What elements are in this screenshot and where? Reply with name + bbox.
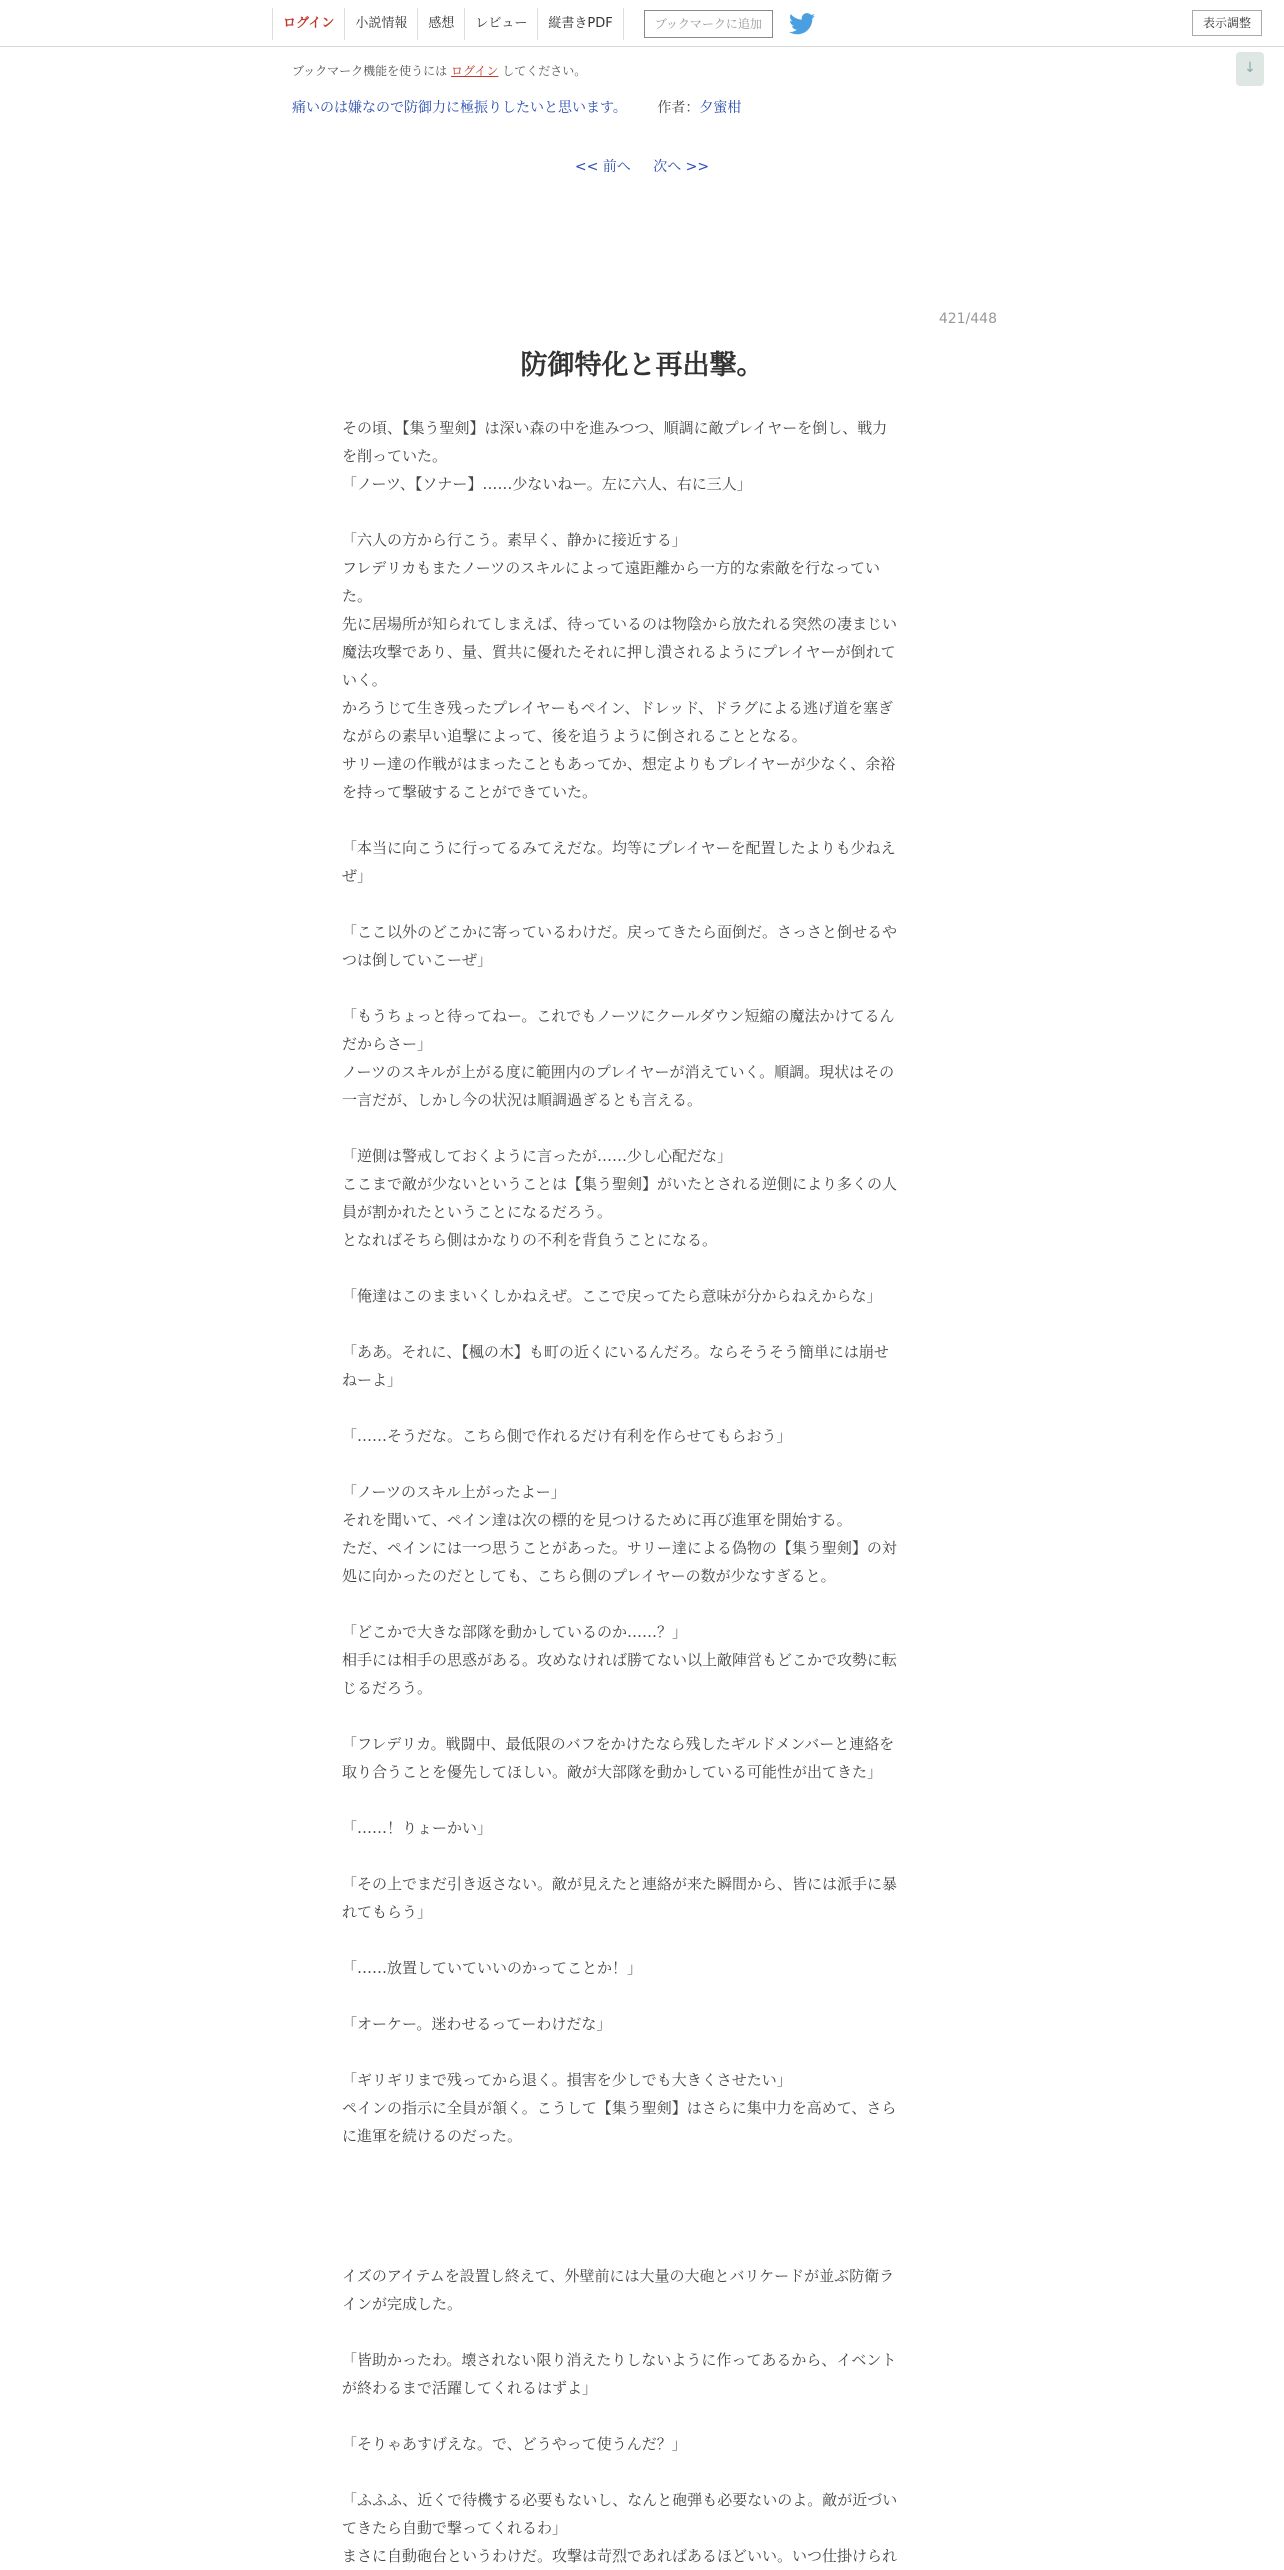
text-line: 取り合うことを優先してほしい。敵が大部隊を動かしている可能性が出てきた」 — [342, 1763, 883, 1781]
text-line: サリー達の作戦がはまったこともあってか、想定よりもプレイヤーが少なく、余裕 — [342, 755, 896, 773]
text-line: 「ふふふ、近くで待機する必要もないし、なんと砲弾も必要ないのよ。敵が近づい — [342, 2491, 898, 2509]
novel-title-link[interactable]: 痛いのは嫌なので防御力に極振りしたいと思います。 — [292, 100, 627, 116]
prev-chapter-link[interactable]: << 前へ — [574, 159, 631, 175]
next-chapter-link[interactable]: 次へ >> — [653, 159, 710, 175]
text-line: を削っていた。 — [342, 447, 448, 465]
text-line: 「フレデリカ。戦闘中、最低限のバフをかけたなら残したギルドメンバーと連絡を — [342, 1735, 895, 1753]
text-line: インが完成した。 — [342, 2295, 463, 2313]
blank-line — [342, 1450, 942, 1478]
chapter-counter: 421/448 — [938, 311, 997, 327]
blank-line — [342, 1590, 942, 1618]
nav-novel-info[interactable]: 小説情報 — [344, 8, 417, 40]
blank-line — [342, 1254, 942, 1282]
bookmark-note-suffix: してください。 — [502, 64, 587, 78]
text-line: ノーツのスキルが上がる度に範囲内のプレイヤーが消えていく。順調。現状はその — [342, 1063, 895, 1081]
text-line: 「ノーツのスキル上がったよー」 — [342, 1483, 566, 1501]
author-link[interactable]: 夕蜜柑 — [699, 100, 742, 116]
text-line: 「ああ。それに、【楓の木】も町の近くにいるんだろ。ならそうそう簡単には崩せ — [342, 1343, 889, 1361]
text-line: 「六人の方から行こう。素早く、静かに接近する」 — [342, 531, 687, 549]
blank-line — [342, 1842, 942, 1870]
text-line: た。 — [342, 587, 373, 605]
blank-line — [342, 1310, 942, 1338]
text-line: を持って撃破することができていた。 — [342, 783, 598, 801]
chapter-title: 防御特化と再出撃。 — [520, 350, 764, 381]
text-line: 「本当に向こうに行ってるみてえだな。均等にプレイヤーを配置したよりも少ねえ — [342, 839, 896, 857]
blank-line — [342, 974, 942, 1002]
blank-line — [342, 2234, 942, 2262]
text-line: かろうじて生き残ったプレイヤーもペイン、ドレッド、ドラグによる逃げ道を塞ぎ — [342, 699, 893, 717]
nav-login[interactable]: ログイン — [272, 8, 344, 40]
twitter-icon[interactable] — [789, 13, 815, 35]
text-line: 一言だが、しかし今の状況は順調過ぎるとも言える。 — [342, 1091, 703, 1109]
text-line: 「……！りょーかい」 — [342, 1819, 493, 1837]
text-line: ぜ」 — [342, 867, 373, 885]
text-line: 相手には相手の思惑がある。攻めなければ勝てない以上敵陣営もどこかで攻勢に転 — [342, 1651, 898, 1669]
blank-line — [342, 2458, 942, 2486]
blank-line — [342, 806, 942, 834]
bookmark-note-prefix: ブックマーク機能を使うには — [292, 64, 448, 78]
text-line: つは倒していこーぜ」 — [342, 951, 493, 969]
text-line: 「皆助かったわ。壊されない限り消えたりしないように作ってあるから、イベント — [342, 2351, 897, 2369]
nav-impressions[interactable]: 感想 — [417, 8, 464, 40]
top-nav-bar — [0, 0, 1284, 47]
text-line: 「その上でまだ引き返さない。敵が見えたと連絡が来た瞬間から、皆には派手に暴 — [342, 1875, 898, 1893]
bookmark-login-link[interactable]: ログイン — [451, 64, 499, 78]
nav-vertical-pdf[interactable]: 縦書きPDF — [537, 8, 623, 40]
nav-menu — [272, 8, 815, 40]
text-line: ながらの素早い追撃によって、後を追うように倒されることとなる。 — [342, 727, 807, 745]
blank-line — [342, 1394, 942, 1422]
text-line: 処に向かったのだとしても、こちら側のプレイヤーの数が少なすぎると。 — [342, 1567, 836, 1585]
nav-review[interactable]: レビュー — [464, 8, 537, 40]
blank-line — [342, 1114, 942, 1142]
text-line: に進軍を続けるのだった。 — [342, 2127, 523, 2145]
bookmark-add-button[interactable]: ブックマークに追加 — [644, 10, 773, 38]
text-line: てきたら自動で撃ってくれるわ」 — [342, 2519, 568, 2537]
blank-line — [342, 2402, 942, 2430]
text-line: 「そりゃあすげえな。で、どうやって使うんだ？」 — [342, 2435, 687, 2453]
text-line: 「オーケー。迷わせるってーわけだな」 — [342, 2015, 612, 2033]
text-line: 「どこかで大きな部隊を動かしているのか……？」 — [342, 1623, 688, 1641]
text-line: ここまで敵が少ないということは【集う聖剣】がいたとされる逆側により多くの人 — [342, 1175, 898, 1193]
blank-line — [342, 2178, 942, 2206]
text-line: れてもらう」 — [342, 1903, 433, 1921]
text-line: ペインの指示に全員が頷く。こうして【集う聖剣】はさらに集中力を高めて、さら — [342, 2099, 897, 2117]
text-line: いく。 — [342, 671, 387, 689]
text-line: となればそちら側はかなりの不利を背負うことになる。 — [342, 1231, 718, 1249]
blank-line — [342, 1702, 942, 1730]
novel-header — [292, 97, 741, 117]
text-line: 「……放置していていいのかってことか！」 — [342, 1959, 643, 1977]
blank-line — [342, 1982, 942, 2010]
text-line: その頃、【集う聖剣】は深い森の中を進みつつ、順調に敵プレイヤーを倒し、戦力 — [342, 419, 888, 437]
chapter-pager — [0, 156, 1284, 176]
text-line: ねーよ」 — [342, 1371, 403, 1389]
blank-line — [342, 1926, 942, 1954]
blank-line — [342, 2038, 942, 2066]
chapter-body — [342, 414, 942, 2570]
text-line: じるだろう。 — [342, 1679, 433, 1697]
blank-line — [342, 890, 942, 918]
text-line: ただ、ペインには一つ思うことがあった。サリー達による偽物の【集う聖剣】の対 — [342, 1539, 897, 1557]
text-line: それを聞いて、ペイン達は次の標的を見つけるために再び進軍を開始する。 — [342, 1511, 852, 1529]
text-line: 「ここ以外のどこかに寄っているわけだ。戻ってきたら面倒だ。さっさと倒せるや — [342, 923, 898, 941]
blank-line — [342, 2318, 942, 2346]
text-line: だからさー」 — [342, 1035, 433, 1053]
text-line: 「俺達はこのままいくしかねえぜ。ここで戻ってたら意味が分からねえからな」 — [342, 1287, 882, 1305]
text-line: 「逆側は警戒しておくように言ったが……少し心配だな」 — [342, 1147, 733, 1165]
blank-line — [342, 2150, 942, 2178]
scroll-down-button[interactable]: ↓ — [1236, 52, 1264, 86]
text-line: 「……そうだな。こちら側で作れるだけ有利を作らせてもらおう」 — [342, 1427, 792, 1445]
text-line: 員が割かれたということになるだろう。 — [342, 1203, 613, 1221]
blank-line — [342, 2206, 942, 2234]
text-line: イズのアイテムを設置し終えて、外壁前には大量の大砲とバリケードが並ぶ防衛ラ — [342, 2267, 895, 2285]
text-line: 「ノーツ、【ソナー】……少ないねー。左に六人、右に三人」 — [342, 475, 752, 493]
text-line: 先に居場所が知られてしまえば、待っているのは物陰から放たれる突然の凄まじい — [342, 615, 898, 633]
author-label: 作者： — [657, 100, 700, 116]
text-line: まさに自動砲台というわけだ。攻撃は苛烈であればあるほどいい。いつ仕掛けられ — [342, 2547, 898, 2565]
blank-line — [342, 1786, 942, 1814]
text-line: フレデリカもまたノーツのスキルによって遠距離から一方的な索敵を行なってい — [342, 559, 881, 577]
bookmark-login-note — [292, 62, 586, 79]
text-line: 「ギリギリまで残ってから退く。損害を少しでも大きくさせたい」 — [342, 2071, 792, 2089]
display-settings-button[interactable]: 表示調整 — [1192, 10, 1262, 36]
text-line: 「もうちょっと待ってねー。これでもノーツにクールダウン短縮の魔法かけてるん — [342, 1007, 895, 1025]
text-line: 魔法攻撃であり、量、質共に優れたそれに押し潰されるようにプレイヤーが倒れて — [342, 643, 896, 661]
text-line: が終わるまで活躍してくれるはずよ」 — [342, 2379, 598, 2397]
blank-line — [342, 498, 942, 526]
